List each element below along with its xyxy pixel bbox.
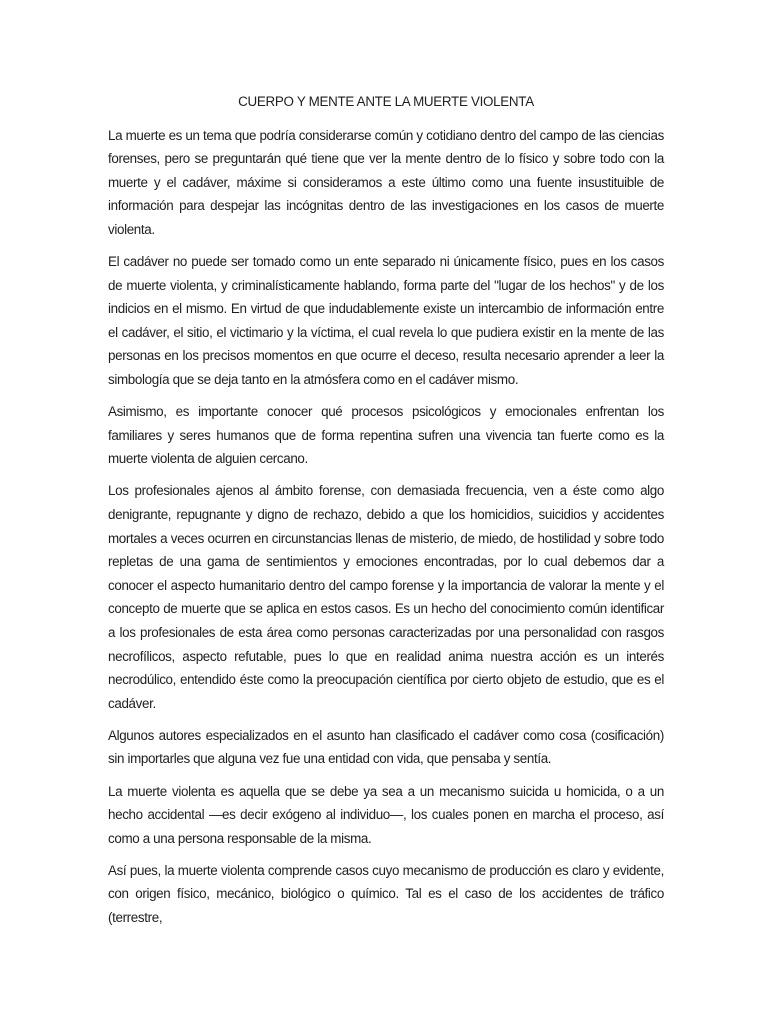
paragraph-2: El cadáver no puede ser tomado como un ente separado ni únicamente físico, pues en los casos de muerte violenta, y criminalísticamente hablando, forma parte del "lugar de los hechos" y de los indicios en el mismo. En virtud de que indudablemente existe un intercambio de información entre el cadáver, el sitio, el victimario y la víctima, el cual revela lo que pudiera existir en la mente de las personas en los precisos momentos en que ocurre el deceso, resulta necesario aprender a leer la simbología que se deja tanto en la atmósfera como en el cadáver mismo.: [108, 254, 664, 388]
paragraph-6: La muerte violenta es aquella que se debe ya sea a un mecanismo suicida u homicida, o a un hecho accidental —es decir exógeno al individuo—, los cuales ponen en marcha el proceso, así como a una persona responsable de la misma.: [108, 783, 664, 846]
paragraph-1: La muerte es un tema que podría considerarse común y cotidiano dentro del campo de las ciencias forenses, pero se preguntarán qué tiene que ver la mente dentro de lo físico y sobre todo con la muerte y el cadáver, máxime si consideramos a este último como una fuente insustituible de información para despejar las incógnitas dentro de las investigaciones en los casos de muerte violenta.: [108, 127, 664, 237]
paragraph-3: Asimismo, es importante conocer qué procesos psicológicos y emocionales enfrentan los familiares y seres humanos que de forma repentina sufren una vivencia tan fuerte como es la muerte violenta de alguien cercano.: [108, 404, 664, 467]
document-page: [108, 90, 664, 938]
paragraph-5: Algunos autores especializados en el asunto han clasificado el cadáver como cosa (cosificación) sin importarles que alguna vez fue una entidad con vida, que pensaba y sentía.: [108, 727, 664, 767]
paragraph-4: Los profesionales ajenos al ámbito forense, con demasiada frecuencia, ven a éste como algo denigrante, repugnante y digno de rechazo, debido a que los homicidios, suicidios y accidentes mortales a veces ocurren en circunstancias llenas de misterio, de miedo, de hostilidad y sobre todo repletas de una gama de sentimientos y emociones encontradas, por lo cual debemos dar a conocer el aspecto humanitario dentro del campo forense y la importancia de valorar la mente y el concepto de muerte que se aplica en estos casos. Es un hecho del conocimiento común identificar a los profesionales de esta área como personas caracterizadas por una personalidad con rasgos necrofílicos, aspecto refutable, pues lo que en realidad anima nuestra acción es un interés necrodúlico, entendido éste como la preocupación científica por cierto objeto de estudio, que es el cadáver.: [108, 483, 664, 711]
document-title: CUERPO Y MENTE ANTE LA MUERTE VIOLENTA: [238, 94, 534, 109]
paragraph-7: Así pues, la muerte violenta comprende casos cuyo mecanismo de producción es claro y evidente, con origen físico, mecánico, biológico o químico. Tal es el caso de los accidentes de tráfico (terrestre,: [108, 862, 664, 925]
